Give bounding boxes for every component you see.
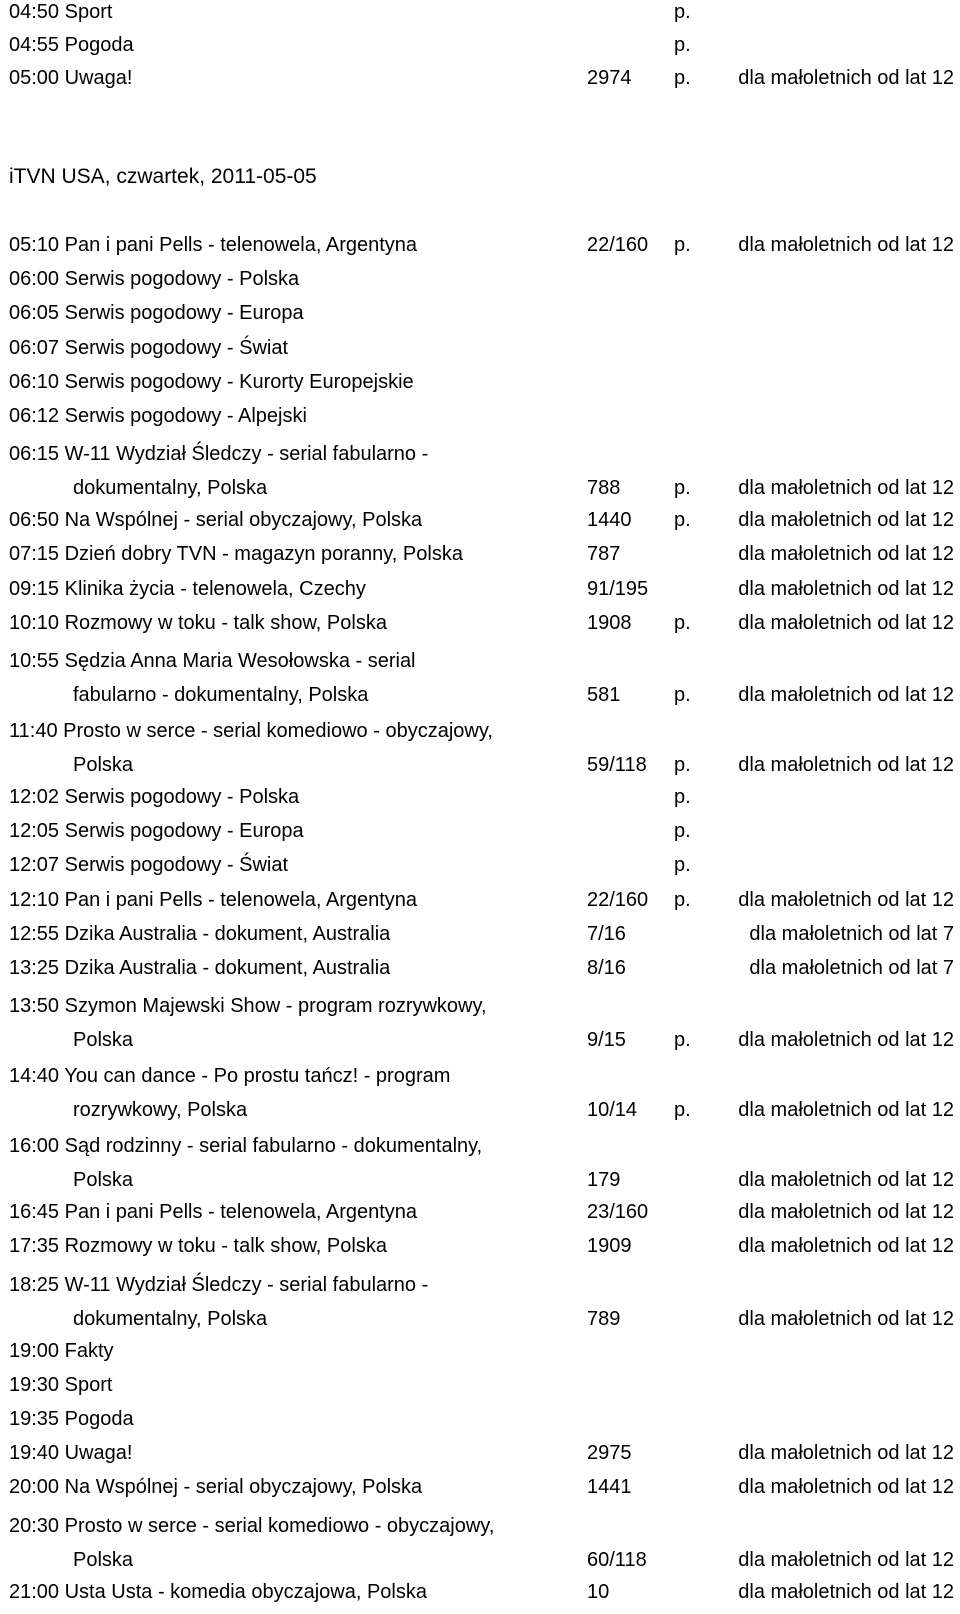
prev-program-row bbox=[9, 33, 954, 67]
program-premiere-marker: p. bbox=[674, 888, 691, 911]
program-row bbox=[9, 819, 954, 853]
program-title bbox=[9, 1129, 482, 1197]
program-title-line: 10:55 Sędzia Anna Maria Wesołowska - serial bbox=[9, 650, 416, 672]
program-episode: 179 bbox=[587, 1169, 621, 1192]
program-age-rating: dla małoletnich od lat 12 bbox=[738, 1548, 954, 1571]
program-title-line: 09:15 Klinika życia - telenowela, Czechy bbox=[9, 577, 366, 600]
program-episode: 60/118 bbox=[587, 1548, 647, 1571]
program-premiere-marker: p. bbox=[674, 786, 691, 808]
program-row bbox=[9, 1580, 954, 1614]
program-row bbox=[9, 404, 954, 438]
prev-program-title bbox=[9, 0, 112, 24]
program-row bbox=[9, 649, 954, 706]
program-title-continuation: dokumentalny, Polska bbox=[73, 477, 268, 500]
program-title bbox=[9, 611, 387, 635]
program-premiere-marker: p. bbox=[674, 611, 691, 634]
prev-program-premiere-marker: p. bbox=[674, 1, 691, 23]
program-row bbox=[9, 577, 954, 611]
program-title-line: 20:30 Prosto w serce - serial komediowo - obyczajowy, bbox=[9, 1514, 495, 1537]
program-row bbox=[9, 301, 954, 335]
program-age-rating: dla małoletnich od lat 12 bbox=[738, 1476, 954, 1499]
program-title bbox=[9, 1339, 114, 1363]
program-title-line: 10:10 Rozmowy w toku - talk show, Polska bbox=[9, 611, 387, 634]
program-age-rating: dla małoletnich od lat 12 bbox=[738, 754, 954, 776]
program-episode: 788 bbox=[587, 477, 621, 500]
program-title bbox=[9, 1268, 428, 1336]
program-title bbox=[9, 785, 299, 809]
program-age-rating: dla małoletnich od lat 12 bbox=[738, 477, 954, 500]
program-row bbox=[9, 1273, 954, 1330]
program-episode: 9/15 bbox=[587, 1029, 626, 1052]
program-title-continuation: rozrywkowy, Polska bbox=[73, 1099, 248, 1122]
program-episode: 8/16 bbox=[587, 957, 626, 979]
program-title-continuation: dokumentalny, Polska bbox=[73, 1307, 268, 1330]
program-title-line: 21:00 Usta Usta - komedia obyczajowa, Polska bbox=[9, 1580, 427, 1603]
program-premiere-marker: p. bbox=[674, 1029, 691, 1052]
program-age-rating: dla małoletnich od lat 12 bbox=[738, 234, 954, 256]
program-row bbox=[9, 922, 954, 956]
program-title bbox=[9, 1234, 387, 1258]
program-row bbox=[9, 1407, 954, 1441]
program-title bbox=[9, 819, 304, 843]
program-title bbox=[9, 644, 416, 712]
program-row bbox=[9, 1514, 954, 1571]
program-title-line: 12:02 Serwis pogodowy - Polska bbox=[9, 786, 300, 808]
prev-program-episode: 2974 bbox=[587, 67, 632, 89]
program-age-rating: dla małoletnich od lat 12 bbox=[738, 1307, 954, 1330]
program-age-rating: dla małoletnich od lat 12 bbox=[738, 684, 954, 706]
program-premiere-marker: p. bbox=[674, 820, 691, 843]
program-title-continuation: Polska bbox=[73, 754, 134, 776]
prev-program-title-line: 05:00 Uwaga! bbox=[9, 67, 133, 89]
program-episode: 2975 bbox=[587, 1442, 632, 1465]
program-age-rating: dla małoletnich od lat 12 bbox=[738, 1235, 954, 1258]
program-title-line: 13:50 Szymon Majewski Show - program rozrywkowy, bbox=[9, 995, 487, 1018]
program-title bbox=[9, 989, 487, 1057]
program-episode: 1908 bbox=[587, 611, 632, 634]
program-episode: 789 bbox=[587, 1307, 621, 1330]
program-title-line: 19:35 Pogoda bbox=[9, 1408, 134, 1430]
program-age-rating: dla małoletnich od lat 7 bbox=[749, 957, 954, 979]
program-title-line: 20:00 Na Wspólnej - serial obyczajowy, Polska bbox=[9, 1476, 423, 1499]
program-title-line: 17:35 Rozmowy w toku - talk show, Polska bbox=[9, 1235, 387, 1258]
program-title bbox=[9, 922, 390, 946]
program-episode: 581 bbox=[587, 684, 621, 706]
program-row bbox=[9, 370, 954, 404]
program-title bbox=[9, 404, 307, 428]
program-title bbox=[9, 853, 288, 877]
program-title bbox=[9, 1200, 417, 1224]
program-title bbox=[9, 437, 428, 505]
program-title bbox=[9, 370, 414, 394]
program-age-rating: dla małoletnich od lat 12 bbox=[738, 577, 954, 600]
program-title-line: 16:45 Pan i pani Pells - telenowela, Argentyna bbox=[9, 1201, 418, 1224]
program-title bbox=[9, 1580, 427, 1604]
program-title-line: 12:55 Dzika Australia - dokument, Australia bbox=[9, 922, 391, 945]
program-age-rating: dla małoletnich od lat 12 bbox=[738, 1029, 954, 1052]
program-premiere-marker: p. bbox=[674, 754, 691, 776]
program-row bbox=[9, 853, 954, 887]
program-title-line: 16:00 Sąd rodzinny - serial fabularno - dokumentalny, bbox=[9, 1135, 483, 1158]
program-episode: 1441 bbox=[587, 1476, 632, 1499]
program-premiere-marker: p. bbox=[674, 1099, 691, 1122]
program-title bbox=[9, 1475, 422, 1499]
program-title-continuation: Polska bbox=[73, 1548, 134, 1571]
program-age-rating: dla małoletnich od lat 12 bbox=[738, 888, 954, 911]
prev-program-age-rating: dla małoletnich od lat 12 bbox=[738, 67, 954, 89]
program-title-line: 06:50 Na Wspólnej - serial obyczajowy, Polska bbox=[9, 509, 423, 532]
program-age-rating: dla małoletnich od lat 12 bbox=[738, 1201, 954, 1224]
program-title-line: 06:15 W-11 Wydział Śledczy - serial fabularno - bbox=[9, 443, 429, 466]
program-episode: 10/14 bbox=[587, 1099, 638, 1122]
program-premiere-marker: p. bbox=[674, 684, 691, 706]
day-header: iTVN USA, czwartek, 2011-05-05 bbox=[9, 165, 317, 188]
program-premiere-marker: p. bbox=[674, 477, 691, 500]
program-title bbox=[9, 1407, 134, 1431]
program-title-line: 11:40 Prosto w serce - serial komediowo - obyczajowy, bbox=[9, 720, 493, 742]
program-title bbox=[9, 888, 417, 912]
program-title-line: 06:05 Serwis pogodowy - Europa bbox=[9, 302, 304, 325]
prev-program-title bbox=[9, 66, 132, 90]
program-row bbox=[9, 542, 954, 576]
program-title bbox=[9, 1373, 112, 1397]
program-episode: 22/160 bbox=[587, 888, 649, 911]
program-premiere-marker: p. bbox=[674, 234, 691, 256]
program-title bbox=[9, 1441, 132, 1465]
program-row bbox=[9, 1134, 954, 1192]
prev-program-title bbox=[9, 33, 134, 57]
program-row bbox=[9, 611, 954, 645]
program-row bbox=[9, 1441, 954, 1475]
program-row bbox=[9, 994, 954, 1052]
program-title bbox=[9, 577, 366, 601]
program-premiere-marker: p. bbox=[674, 854, 691, 877]
program-row bbox=[9, 442, 954, 500]
program-episode: 91/195 bbox=[587, 577, 649, 600]
program-row bbox=[9, 1373, 954, 1407]
program-title bbox=[9, 542, 463, 566]
program-row bbox=[9, 1064, 954, 1122]
program-age-rating: dla małoletnich od lat 12 bbox=[738, 509, 954, 532]
program-episode: 23/160 bbox=[587, 1201, 649, 1224]
program-row bbox=[9, 1234, 954, 1268]
program-title bbox=[9, 301, 304, 325]
program-episode: 1909 bbox=[587, 1235, 632, 1258]
program-row bbox=[9, 1339, 954, 1373]
program-title-line: 19:00 Fakty bbox=[9, 1339, 114, 1362]
program-episode: 787 bbox=[587, 543, 621, 566]
program-title-line: 07:15 Dzień dobry TVN - magazyn poranny, Polska bbox=[9, 543, 463, 566]
program-title-line: 06:12 Serwis pogodowy - Alpejski bbox=[9, 405, 307, 427]
prev-program-title-line: 04:55 Pogoda bbox=[9, 34, 134, 56]
program-title-line: 06:00 Serwis pogodowy - Polska bbox=[9, 268, 300, 291]
program-row bbox=[9, 1475, 954, 1509]
program-title-line: 06:10 Serwis pogodowy - Kurorty Europejskie bbox=[9, 370, 414, 393]
program-age-rating: dla małoletnich od lat 12 bbox=[738, 543, 954, 566]
program-title bbox=[9, 508, 422, 532]
program-title bbox=[9, 267, 299, 291]
program-age-rating: dla małoletnich od lat 12 bbox=[738, 1442, 954, 1465]
program-episode: 1440 bbox=[587, 509, 632, 532]
program-row bbox=[9, 508, 954, 542]
program-title-line: 12:10 Pan i pani Pells - telenowela, Argentyna bbox=[9, 888, 418, 911]
prev-program-row bbox=[9, 66, 954, 100]
program-title bbox=[9, 956, 390, 980]
program-episode: 7/16 bbox=[587, 922, 626, 945]
program-title-line: 19:40 Uwaga! bbox=[9, 1442, 133, 1465]
program-premiere-marker: p. bbox=[674, 509, 691, 532]
program-title bbox=[9, 1509, 494, 1577]
program-row bbox=[9, 785, 954, 819]
program-title bbox=[9, 233, 417, 257]
program-title-continuation: Polska bbox=[73, 1169, 134, 1192]
program-row bbox=[9, 233, 954, 267]
program-title bbox=[9, 1059, 450, 1127]
program-row bbox=[9, 956, 954, 990]
program-row bbox=[9, 267, 954, 301]
program-episode: 22/160 bbox=[587, 234, 649, 256]
program-title-line: 12:07 Serwis pogodowy - Świat bbox=[9, 854, 289, 877]
prev-program-premiere-marker: p. bbox=[674, 34, 691, 56]
program-title bbox=[9, 714, 493, 782]
program-row bbox=[9, 719, 954, 776]
program-age-rating: dla małoletnich od lat 12 bbox=[738, 611, 954, 634]
program-episode: 10 bbox=[587, 1580, 610, 1603]
program-title-continuation: fabularno - dokumentalny, Polska bbox=[73, 684, 369, 706]
program-row bbox=[9, 888, 954, 922]
program-title-continuation: Polska bbox=[73, 1029, 134, 1052]
prev-program-premiere-marker: p. bbox=[674, 67, 691, 89]
prev-program-row bbox=[9, 0, 954, 34]
program-title-line: 13:25 Dzika Australia - dokument, Australia bbox=[9, 957, 391, 979]
program-age-rating: dla małoletnich od lat 7 bbox=[749, 922, 954, 945]
program-title-line: 14:40 You can dance - Po prostu tańcz! - program bbox=[9, 1065, 451, 1088]
program-episode: 59/118 bbox=[587, 754, 647, 776]
program-title-line: 19:30 Sport bbox=[9, 1373, 113, 1396]
program-age-rating: dla małoletnich od lat 12 bbox=[738, 1169, 954, 1192]
program-title bbox=[9, 336, 288, 360]
program-title-line: 05:10 Pan i pani Pells - telenowela, Argentyna bbox=[9, 234, 418, 256]
prev-program-title-line: 04:50 Sport bbox=[9, 1, 113, 23]
program-title-line: 06:07 Serwis pogodowy - Świat bbox=[9, 336, 289, 359]
program-age-rating: dla małoletnich od lat 12 bbox=[738, 1580, 954, 1603]
program-row bbox=[9, 336, 954, 370]
program-row bbox=[9, 1200, 954, 1234]
program-title-line: 12:05 Serwis pogodowy - Europa bbox=[9, 820, 304, 843]
program-title-line: 18:25 W-11 Wydział Śledczy - serial fabularno - bbox=[9, 1273, 429, 1296]
program-age-rating: dla małoletnich od lat 12 bbox=[738, 1099, 954, 1122]
